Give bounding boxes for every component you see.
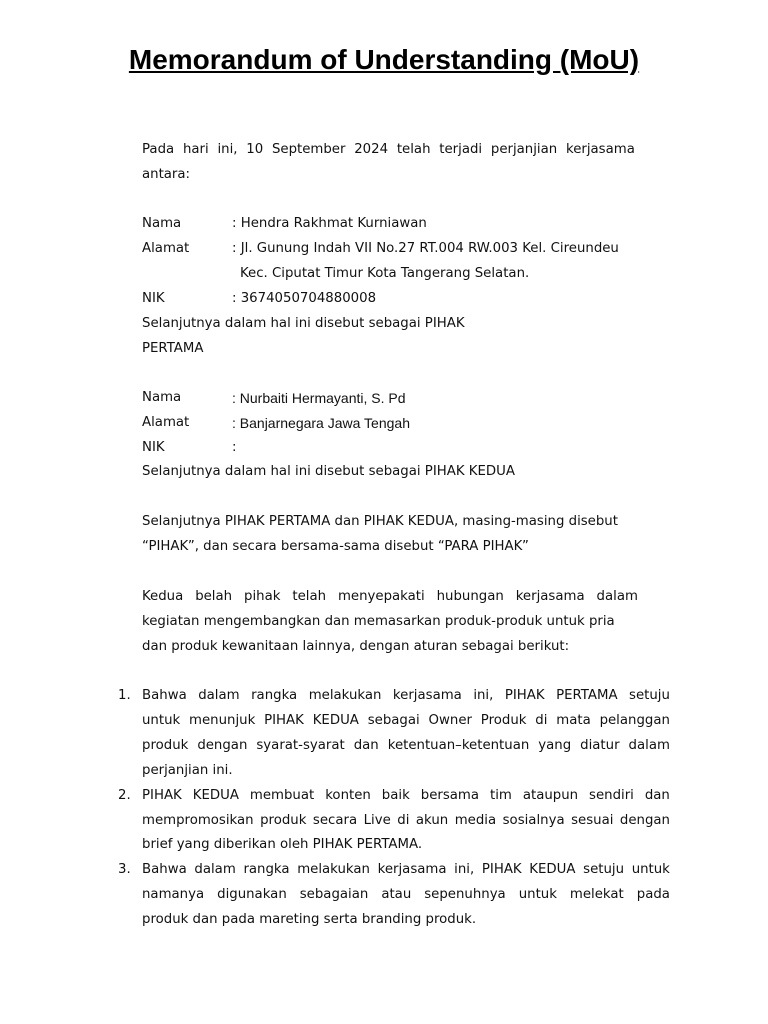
word: Live — [363, 813, 391, 828]
word: dan — [353, 738, 379, 753]
word: namanya — [142, 887, 205, 902]
intro-line-2: antara: — [142, 167, 191, 182]
word: Bahwa — [142, 862, 187, 877]
word: menunjuk — [189, 713, 256, 728]
word: belah — [195, 589, 233, 604]
word: KEDUA — [312, 713, 359, 728]
list-item-line — [142, 737, 670, 755]
word: Kedua — [142, 589, 184, 604]
word: PIHAK — [504, 688, 545, 703]
word: telah — [396, 142, 431, 157]
document-title: Memorandum of Understanding (MoU) — [128, 44, 640, 75]
para-pihak-line-2: “PIHAK”, dan secara bersama-sama disebut “PARA PIHAK” — [142, 539, 529, 554]
party2-alamat-value: : Banjarnegara Jawa Tengah — [232, 415, 410, 431]
party2-nama-label: Nama — [142, 390, 182, 405]
list-item-line: brief yang diberikan oleh PIHAK PERTAMA. — [142, 837, 423, 852]
word: di — [535, 713, 548, 728]
word: secara — [312, 813, 358, 828]
word: melakukan — [308, 688, 382, 703]
list-item-number: 1. — [118, 688, 131, 703]
word: kerjasama — [515, 589, 585, 604]
party1-alamat-value-1: : Jl. Gunung Indah VII No.27 RT.004 RW.003 Kel. Cireundeu — [232, 241, 619, 256]
word: mempromosikan — [142, 813, 254, 828]
word: perjanjian — [490, 142, 558, 157]
word: kerjasama — [565, 142, 635, 157]
word: PIHAK — [481, 862, 522, 877]
list-item-number: 3. — [118, 862, 131, 877]
word: ataupun — [522, 788, 579, 803]
word: telah — [292, 589, 327, 604]
word: sosialnya — [502, 813, 565, 828]
list-item-number: 2. — [118, 788, 131, 803]
party2-nama-value: : Nurbaiti Hermayanti, S. Pd — [232, 390, 406, 406]
word: Owner — [428, 713, 472, 728]
word: kerjasama — [392, 688, 462, 703]
word: sepenuhnya — [424, 887, 506, 902]
party1-alamat-label: Alamat — [142, 241, 190, 256]
agreement-line-3: dan produk kewanitaan lainnya, dengan aturan sebagai berikut: — [142, 639, 570, 654]
party1-nama-value: : Hendra Rakhmat Kurniawan — [232, 216, 427, 231]
word: hari — [182, 142, 209, 157]
para-pihak-line-1: Selanjutnya PIHAK PERTAMA dan PIHAK KEDUA, masing-masing disebut — [142, 514, 618, 529]
party2-closing: Selanjutnya dalam hal ini disebut sebagai PIHAK KEDUA — [142, 464, 515, 479]
word: sesuai — [571, 813, 614, 828]
party2-alamat-label: Alamat — [142, 415, 190, 430]
party1-closing-2: PERTAMA — [142, 341, 204, 356]
word: konten — [325, 788, 371, 803]
word: dalam — [198, 688, 240, 703]
party1-nama-label: Nama — [142, 216, 182, 231]
word: ini, — [217, 142, 238, 157]
word: produk — [142, 738, 189, 753]
word: digunakan — [217, 887, 287, 902]
party1-nik-value: : 3674050704880008 — [232, 291, 377, 306]
list-item-line — [142, 861, 670, 879]
word: setuju — [629, 688, 670, 703]
list-item-line — [142, 787, 670, 805]
word: rangka — [243, 862, 290, 877]
word: melakukan — [297, 862, 370, 877]
word: yang — [538, 738, 572, 753]
word: baik — [381, 788, 410, 803]
word: produk — [260, 813, 307, 828]
word: syarat-syarat — [256, 738, 345, 753]
word: untuk — [518, 887, 557, 902]
word: Bahwa — [142, 688, 187, 703]
word: dan — [644, 788, 670, 803]
word: dalam — [194, 862, 236, 877]
word: 10 — [246, 142, 264, 157]
list-item-line: perjanjian ini. — [142, 763, 233, 778]
word: pada — [636, 887, 670, 902]
word: atau — [381, 887, 412, 902]
word: KEDUA — [192, 788, 239, 803]
word: dalam — [596, 589, 638, 604]
word: Pada — [142, 142, 175, 157]
agreement-line-2: kegiatan mengembangkan dan memasarkan produk-produk untuk pria — [142, 614, 615, 629]
word: diatur — [580, 738, 620, 753]
word: rangka — [251, 688, 298, 703]
word: sendiri — [589, 788, 634, 803]
word: mata — [556, 713, 591, 728]
word: kerjasama — [377, 862, 447, 877]
word: PIHAK — [264, 713, 304, 728]
party1-alamat-value-2: Kec. Ciputat Timur Kota Tangerang Selatan. — [240, 266, 530, 281]
word: setuju — [583, 862, 625, 877]
word: pihak — [244, 589, 281, 604]
word: untuk — [631, 862, 670, 877]
word: ini, — [473, 688, 494, 703]
word: PERTAMA — [556, 688, 618, 703]
word: dengan — [197, 738, 248, 753]
word: dalam — [628, 738, 670, 753]
word: pelanggan — [599, 713, 670, 728]
word: PIHAK — [142, 788, 182, 803]
word: Produk — [480, 713, 527, 728]
word: tim — [489, 788, 512, 803]
word: melekat — [569, 887, 624, 902]
list-item-line: produk dan pada mareting serta branding produk. — [142, 912, 477, 927]
word: di — [397, 813, 410, 828]
word: 2024 — [354, 142, 389, 157]
word: ketentuan–ketentuan — [387, 738, 530, 753]
word: September — [271, 142, 346, 157]
word: untuk — [142, 713, 181, 728]
word: dengan — [619, 813, 670, 828]
word: bersama — [420, 788, 480, 803]
word: terjadi — [439, 142, 483, 157]
word: hubungan — [436, 589, 504, 604]
list-item-line — [142, 712, 670, 730]
word: membuat — [249, 788, 315, 803]
agreement-line-1 — [142, 588, 638, 606]
list-item-line — [142, 687, 670, 705]
party1-closing-1: Selanjutnya dalam hal ini disebut sebagai PIHAK — [142, 316, 465, 331]
word: KEDUA — [529, 862, 576, 877]
party1-nik-label: NIK — [142, 291, 165, 306]
word: sebagai — [367, 713, 420, 728]
intro-line-1 — [142, 141, 635, 159]
word: sebagaian — [299, 887, 369, 902]
word: media — [454, 813, 497, 828]
list-item-line — [142, 886, 670, 904]
word: akun — [415, 813, 449, 828]
word: menyepakati — [337, 589, 425, 604]
word: ini, — [454, 862, 475, 877]
list-item-line — [142, 812, 670, 830]
party2-nik-label: NIK — [142, 440, 165, 455]
party2-nik-value: : — [232, 440, 237, 455]
